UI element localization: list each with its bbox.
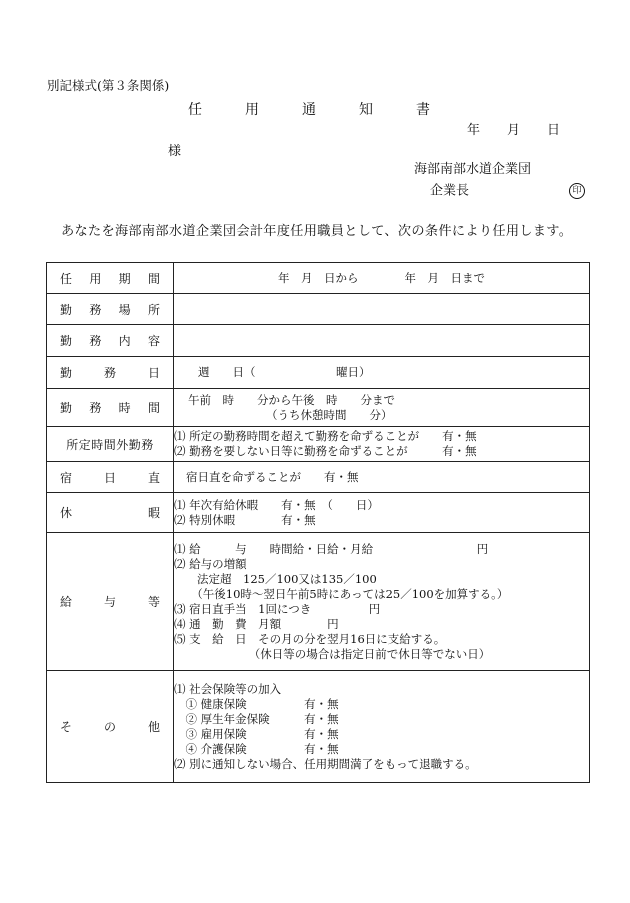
conditions-table (46, 262, 590, 783)
period-value: 年 月 日から 年 月 日まで (174, 263, 590, 294)
title-char: 用 (245, 102, 259, 118)
date-year: 年 (467, 123, 481, 138)
seal-icon: 印 (569, 183, 585, 199)
place-value (174, 294, 590, 325)
row-content (47, 325, 590, 357)
row-leave (47, 493, 590, 533)
leave-value: ⑴ 年次有給休暇 有・無 （ 日） ⑵ 特別休暇 有・無 (174, 493, 590, 533)
addressee: 様 (168, 144, 182, 159)
night-duty-value: 宿日直を命ずることが 有・無 (174, 462, 590, 493)
organization-name: 海部南部水道企業団 (414, 162, 532, 177)
row-overtime (47, 427, 590, 462)
title-char: 任 (188, 102, 202, 118)
title-char: 通 (302, 102, 316, 118)
intro-text: あなたを海部南部水道企業団会計年度任用職員として、次の条件により任用します。 (61, 224, 573, 239)
label-cell: 休 暇 (47, 493, 174, 533)
label-cell: そ の 他 (47, 671, 174, 783)
row-salary (47, 533, 590, 671)
row-days (47, 357, 590, 389)
label-cell: 宿 日 直 (47, 462, 174, 493)
label-cell: 給 与 等 (47, 533, 174, 671)
form-label: 別記様式(第３条関係) (47, 78, 170, 93)
organization-head (430, 183, 585, 199)
days-value: 週 日（ 曜日） (174, 357, 590, 389)
document-title (188, 103, 430, 117)
content-value (174, 325, 590, 357)
date-month: 月 (507, 123, 521, 138)
hours-value: 午前 時 分から午後 時 分まで （うち休憩時間 分） (174, 389, 590, 427)
issue-date (467, 124, 560, 137)
salary-value: ⑴ 給 与 時間給・日給・月給 円 ⑵ 給与の増額 法定超 125／100又は135／100 （午後10時～翌日午前5時にあっては25／100を加算する。） ⑶ 宿日直手当 1回につき 円 ⑷ 通 勤 費 月額 円 ⑸ 支 給 日 その月の分を翌月16日に支給する。 （休日等の場合は指定日前で休日等でない日） (174, 533, 590, 671)
overtime-value: ⑴ 所定の勤務時間を超えて勤務を命ずることが 有・無 ⑵ 勤務を要しない日等に勤務を命ずることが 有・無 (174, 427, 590, 462)
label-cell: 勤 務 内 容 (47, 325, 174, 357)
row-hours (47, 389, 590, 427)
row-other (47, 671, 590, 783)
label-cell: 勤 務 場 所 (47, 294, 174, 325)
label-cell: 所定時間外勤務 (47, 427, 174, 462)
row-night-duty (47, 462, 590, 493)
title-char: 書 (416, 102, 430, 118)
title-char: 知 (359, 102, 373, 118)
label-cell: 勤 務 時 間 (47, 389, 174, 427)
row-period (47, 263, 590, 294)
other-value: ⑴ 社会保険等の加入 ① 健康保険 有・無 ② 厚生年金保険 有・無 ③ 雇用保険 有・無 ④ 介護保険 有・無 ⑵ 別に通知しない場合、任用期間満了をもって退職する。 (174, 671, 590, 783)
head-title: 企業長 (430, 183, 470, 199)
label-cell: 任 用 期 間 (47, 263, 174, 294)
date-day: 日 (547, 123, 561, 138)
row-place (47, 294, 590, 325)
label-cell: 勤 務 日 (47, 357, 174, 389)
